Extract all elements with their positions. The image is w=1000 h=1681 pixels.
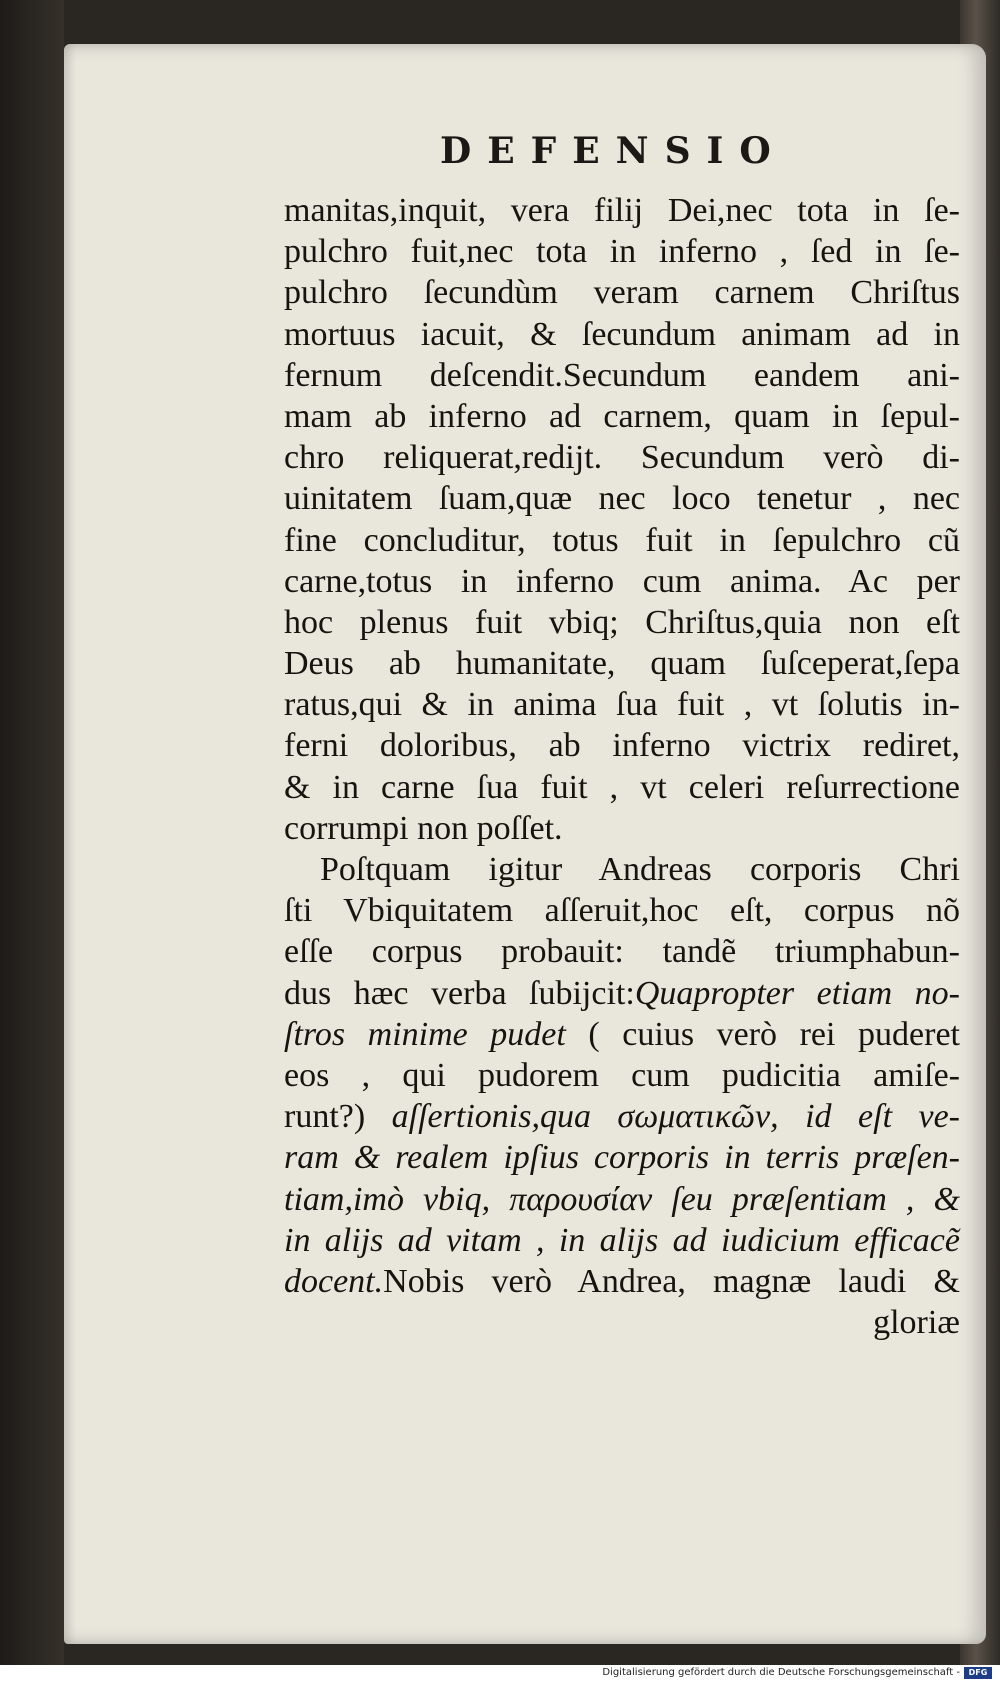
catchword: gloriæ	[873, 1304, 960, 1342]
footer-text: Digitalisierung gefördert durch die Deutsche Forschungsgemeinschaft -	[602, 1667, 960, 1678]
text-line: ratus,qui & in anima ſua fuit , vt ſolutis in-	[284, 686, 960, 724]
italic-segment: ſtros minime pudet	[284, 1015, 566, 1053]
text-line: fernum deſcendit.Secundum eandem ani-	[284, 356, 960, 394]
text-line: ſti Vbiquitatem aſſeruit,hoc eſt, corpus nõ	[284, 892, 960, 930]
italic-line: in alijs ad vitam , in alijs ad iudicium efficacẽ	[284, 1221, 960, 1259]
text-line: Deus ab humanitate, quam ſuſceperat,ſepa	[284, 645, 960, 683]
text-segment: dus hæc verba ſubijcit:	[284, 974, 635, 1012]
text-line: pulchro fuit,nec tota in inferno , ſed in ſe-	[284, 233, 960, 271]
text-block	[284, 190, 960, 1343]
running-head: DEFENSIO	[440, 130, 787, 172]
italic-line: ram & realem ipſius corporis in terris præſen-	[284, 1139, 960, 1177]
text-line: eſſe corpus probauit: tandẽ triumphabun-	[284, 933, 960, 971]
text-line: uinitatem ſuam,quæ nec loco tenetur , nec	[284, 480, 960, 518]
dfg-logo: DFG	[964, 1667, 992, 1679]
italic-segment: aſſertionis,qua σωματικῶν, id eſt ve-	[365, 1098, 960, 1136]
text-line: Poſtquam igitur Andreas corporis Chri	[320, 851, 960, 888]
italic-line: tiam,imò vbiq, παρουσίαν ſeu præſentiam , &	[284, 1180, 960, 1218]
text-line: chro reliquerat,redijt. Secundum verò di-	[284, 439, 960, 477]
text-line-mixed	[284, 973, 960, 1014]
text-line: hoc plenus fuit vbiq; Chriſtus,quia non eſt	[284, 603, 960, 641]
text-line-mixed	[284, 1261, 960, 1302]
text-segment: ( cuius verò rei puderet	[565, 1015, 960, 1053]
text-line: fine concluditur, totus fuit in ſepulchro cũ	[284, 521, 960, 559]
text-line: mortuus iacuit, & ſecundum animam ad in	[284, 315, 960, 353]
text-line: & in carne ſua fuit , vt celeri reſurrectione	[284, 768, 960, 806]
text-line: mam ab inferno ad carnem, quam in ſepul-	[284, 397, 960, 435]
book-binding-left	[0, 0, 64, 1665]
footer-bar	[0, 1665, 1000, 1681]
text-line: eos , qui pudorem cum pudicitia amiſe-	[284, 1056, 960, 1094]
text-line: corrumpi non poſſet.	[284, 809, 563, 847]
text-segment: runt?)	[284, 1098, 366, 1136]
text-line: pulchro ſecundùm veram carnem Chriſtus	[284, 274, 960, 312]
text-line: carne,totus in inferno cum anima. Ac per	[284, 562, 960, 600]
text-line-mixed	[284, 1014, 960, 1055]
text-line: ferni doloribus, ab inferno victrix rediret,	[284, 727, 960, 765]
text-line-mixed	[284, 1096, 960, 1137]
text-line: manitas,inquit, vera filij Dei,nec tota in ſe-	[284, 192, 960, 229]
text-segment: Nobis verò Andrea, magnæ laudi &	[383, 1262, 960, 1300]
italic-segment: docent.	[284, 1262, 384, 1300]
italic-segment: Quapropter etiam no-	[634, 974, 960, 1012]
